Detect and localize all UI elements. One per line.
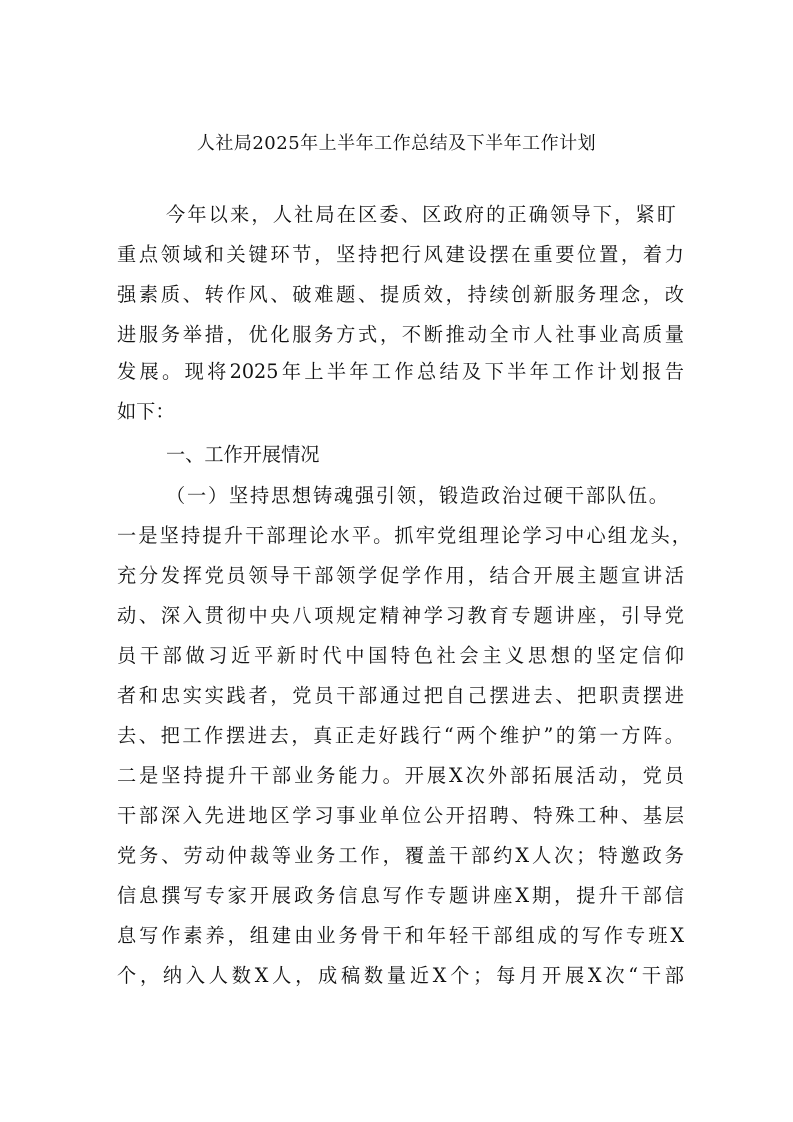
section-heading: 一、工作开展情况 bbox=[166, 443, 320, 466]
paragraph-line: 二是坚持提升干部业务能力。开展X次外部拓展活动，党员 bbox=[117, 764, 684, 787]
paragraph-line: 干部深入先进地区学习事业单位公开招聘、特殊工种、基层 bbox=[117, 804, 684, 827]
paragraph-line: 重点领域和关键环节，坚持把行风建设摆在重要位置，着力 bbox=[117, 243, 684, 266]
paragraph-line: 信息撰写专家开展政务信息写作专题讲座X期，提升干部信 bbox=[117, 884, 684, 907]
paragraph-line: 强素质、转作风、破难题、提质效，持续创新服务理念，改 bbox=[117, 283, 684, 306]
paragraph-line: 者和忠实实践者，党员干部通过把自己摆进去、把职责摆进 bbox=[117, 684, 684, 707]
paragraph-line: 个，纳入人数X人，成稿数量近X个；每月开展X次“干部 bbox=[117, 964, 684, 987]
paragraph-line: 进服务举措，优化服务方式，不断推动全市人社事业高质量 bbox=[117, 323, 684, 346]
paragraph-line: 发展。现将2025年上半年工作总结及下半年工作计划报告 bbox=[117, 360, 684, 383]
paragraph-line: 充分发挥党员领导干部领学促学作用，结合开展主题宣讲活 bbox=[117, 564, 684, 587]
paragraph-line: 今年以来，人社局在区委、区政府的正确领导下，紧盯 bbox=[166, 203, 676, 226]
paragraph-line: 息写作素养，组建由业务骨干和年轻干部组成的写作专班X bbox=[117, 924, 684, 947]
paragraph-line: 动、深入贯彻中央八项规定精神学习教育专题讲座，引导党 bbox=[117, 604, 684, 627]
paragraph-line: 去、把工作摆进去，真正走好践行“两个维护”的第一方阵。 bbox=[117, 724, 684, 747]
paragraph-line: 如下： bbox=[117, 400, 175, 423]
paragraph-line: 员干部做习近平新时代中国特色社会主义思想的坚定信仰 bbox=[117, 644, 684, 667]
paragraph-line: 一是坚持提升干部理论水平。抓牢党组理论学习中心组龙头， bbox=[117, 524, 691, 547]
subsection-heading: （一）坚持思想铸魂强引领，锻造政治过硬干部队伍。 bbox=[166, 484, 668, 507]
document-title: 人社局2025年上半年工作总结及下半年工作计划 bbox=[196, 133, 597, 154]
paragraph-line: 党务、劳动仲裁等业务工作，覆盖干部约X人次；特邀政务 bbox=[117, 844, 684, 867]
